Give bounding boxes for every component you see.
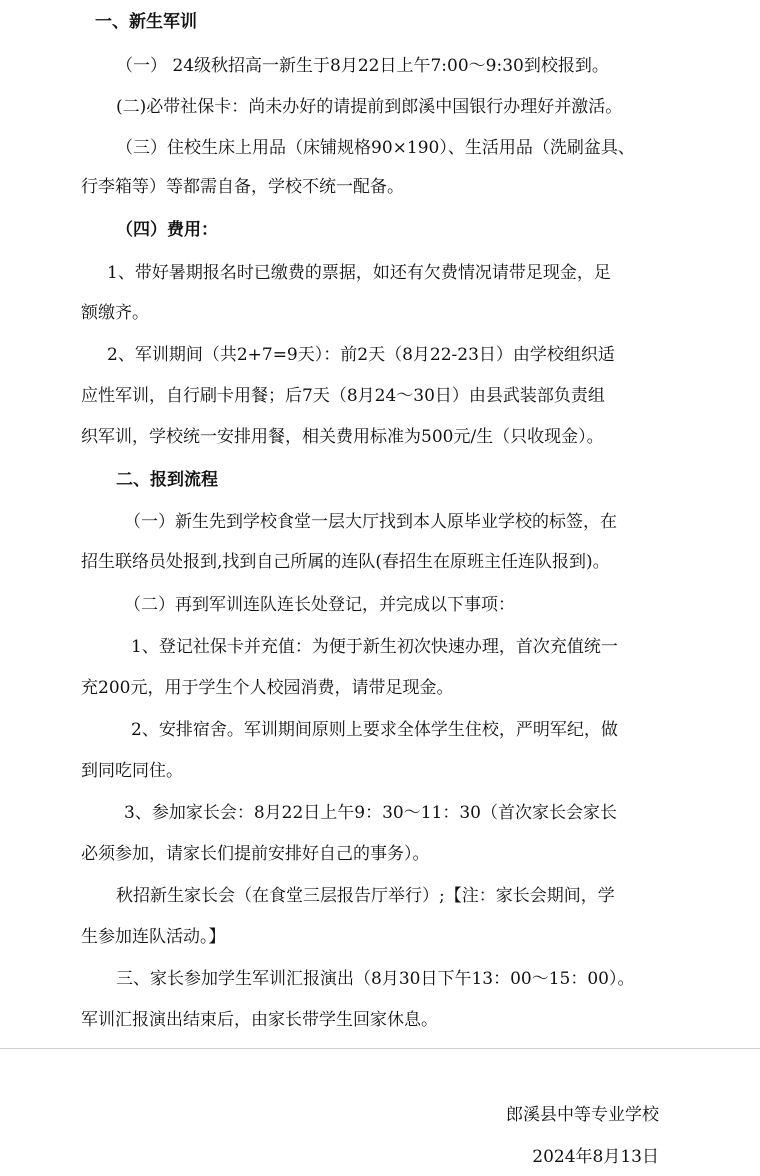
s1-fee-2-line-1: 2、军训期间（共2+7=9天）：前2天（8月22-23日）由学校组织适 <box>107 345 615 365</box>
s1-fee-2-line-3: 织军训，学校统一安排用餐，相关费用标准为500元/生（只收现金）。 <box>81 427 604 447</box>
s2-note-line-2: 生参加连队活动。】 <box>81 927 226 947</box>
s2-subitem-1-line-1: 1、登记社保卡并充值：为便于新生初次快速办理，首次充值统一 <box>131 637 618 657</box>
section-1-title: 一、新生军训 <box>95 12 197 32</box>
s1-item-3-line-2: 行李箱等）等都需自备，学校不统一配备。 <box>81 177 404 197</box>
s2-subitem-2-line-2: 到同吃同住。 <box>81 761 183 781</box>
s2-note-line-1: 秋招新生家长会（在食堂三层报告厅举行）;【注：家长会期间，学 <box>116 886 615 906</box>
s2-subitem-3-line-1: 3、参加家长会：8月22日上午9：30～11：30（首次家长会家长 <box>124 803 617 823</box>
s2-item-1-line-1: （一）新生先到学校食堂一层大厅找到本人原毕业学校的标签，在 <box>124 512 617 532</box>
signature: 郎溪县中等专业学校 <box>506 1105 659 1125</box>
s2-item-1-line-2: 招生联络员处报到,找到自己所属的连队(春招生在原班主任连队报到)。 <box>81 552 610 572</box>
s1-fee-2-line-2: 应性军训，自行刷卡用餐；后7天（8月24～30日）由县武装部负责组 <box>81 386 605 406</box>
s2-subitem-3-line-2: 必须参加，请家长们提前安排好自己的事务）。 <box>81 844 430 864</box>
section-2-title: 二、报到流程 <box>116 470 218 490</box>
s1-fee-1-line-2: 额缴齐。 <box>81 303 149 323</box>
section-3-line-2: 军训汇报演出结束后，由家长带学生回家休息。 <box>81 1010 438 1030</box>
s2-subitem-1-line-2: 充200元，用于学生个人校园消费，请带足现金。 <box>81 678 454 698</box>
signature-date: 2024年8月13日 <box>532 1147 659 1167</box>
s2-item-2: （二）再到军训连队连长处登记，并完成以下事项： <box>124 595 515 615</box>
section-3-line-1: 三、家长参加学生军训汇报演出（8月30日下午13：00～15：00）。 <box>116 969 635 989</box>
s1-fee-1-line-1: 1、带好暑期报名时已缴费的票据，如还有欠费情况请带足现金，足 <box>107 263 611 283</box>
s2-subitem-2-line-1: 2、安排宿舍。军训期间原则上要求全体学生住校，严明军纪，做 <box>131 720 618 740</box>
s1-item-1: （一） 24级秋招高一新生于8月22日上午7:00～9:30到校报到。 <box>116 56 609 76</box>
s1-item-3-line-1: （三）住校生床上用品（床铺规格90×190）、生活用品（洗刷盆具、 <box>116 138 635 158</box>
s1-item-2: (二)必带社保卡：尚未办好的请提前到郎溪中国银行办理好并激活。 <box>116 97 623 117</box>
page-divider <box>0 1048 760 1049</box>
s1-fee-title: （四）费用： <box>116 220 218 240</box>
